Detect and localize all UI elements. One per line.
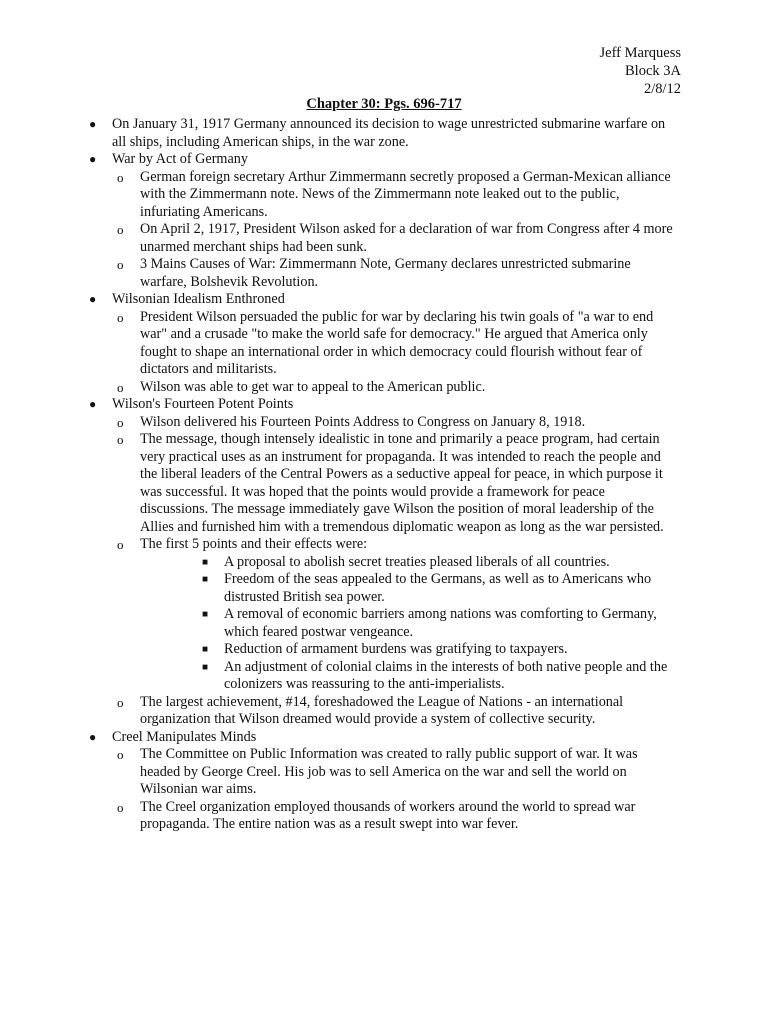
circle-bullet-icon: o (117, 309, 124, 325)
square-bullet-icon: ■ (202, 574, 209, 585)
sub-list (0, 309, 675, 397)
sub-item (111, 431, 674, 536)
sub-item-text: President Wilson persuaded the public for war by declaring his twin goals of "a war to end war" and a crusade "to make the world safe for democracy." He argued that America only fought to shape an international order in which democracy could flourish without fear of dictators and militarists. (140, 308, 654, 377)
bullet-icon: ● (89, 397, 97, 411)
sub-item-text: The message, though intensely idealistic in tone and primarily a peace program, had certain very practical uses as an instrument for propaganda. It was intended to reach the people and the liberal leaders of the Central Powers as a seductive appeal for peace, in which purpose it was successful. It was hoped that the points would provide a framework for peace discussions. The message immediately gave Wilson the position of moral leadership of the Allies and furnished him with a tremendous diplomatic weapon as long as the war persisted. (140, 431, 664, 535)
detail-item (198, 659, 673, 694)
circle-bullet-icon: o (117, 379, 124, 395)
sub-item (111, 536, 674, 694)
detail-item-text: Freedom of the seas appealed to the Germans, as well as to Americans who distrusted British sea power. (224, 571, 652, 605)
chapter-title: Chapter 30: Pgs. 696-717 (306, 96, 462, 112)
page-title (0, 96, 768, 114)
outline-section (0, 116, 675, 151)
notes-outline (0, 116, 768, 834)
square-bullet-icon: ■ (202, 661, 209, 673)
circle-bullet-icon: o (117, 694, 124, 710)
section-heading: Wilson's Fourteen Potent Points (112, 396, 294, 412)
detail-list (198, 554, 674, 694)
document-date: 2/8/12 (643, 81, 681, 97)
bullet-icon: ● (89, 152, 97, 166)
sub-item-text: The first 5 points and their effects were: (140, 536, 368, 552)
sub-list (0, 169, 675, 292)
outline-section (0, 396, 675, 729)
sub-item-text: German foreign secretary Arthur Zimmermann secretly proposed a German-Mexican alliance with the Zimmermann note. News of the Zimmermann note leaked out to the public, infuriating Americans. (140, 168, 671, 220)
section-heading: Wilsonian Idealism Enthroned (112, 291, 285, 307)
sub-item-text: Wilson was able to get war to appeal to the American public. (140, 378, 486, 395)
square-bullet-icon: ■ (202, 609, 209, 620)
class-block: Block 3A (625, 63, 681, 79)
sub-item (111, 799, 674, 834)
sub-item (111, 221, 674, 256)
detail-item (198, 641, 673, 659)
circle-bullet-icon: o (117, 747, 124, 762)
detail-item (198, 554, 673, 572)
detail-item (198, 571, 673, 606)
sub-item-text: The largest achievement, #14, foreshadowed the League of Nations - an international organization that Wilson dreamed would provide a system of collective security. (140, 693, 624, 727)
sub-item (111, 379, 674, 397)
outline-list (0, 116, 768, 834)
detail-item-text: An adjustment of colonial claims in the interests of both native people and the colonizers was reassuring to the anti-imperialists. (224, 658, 668, 692)
detail-item (198, 606, 673, 641)
square-bullet-icon: ■ (202, 644, 209, 655)
sub-item-text: On April 2, 1917, President Wilson asked for a declaration of war from Congress after 4 more unarmed merchant ships had been sunk. (140, 221, 673, 255)
sub-item (111, 256, 674, 291)
header-block (600, 44, 681, 98)
sub-item-text: Wilson delivered his Fourteen Points Address to Congress on January 8, 1918. (140, 413, 586, 430)
detail-item-text: A proposal to abolish secret treaties pleased liberals of all countries. (224, 553, 610, 570)
outline-section (0, 729, 675, 834)
sub-item (111, 746, 674, 799)
outline-section (0, 151, 675, 291)
circle-bullet-icon: o (117, 537, 124, 552)
circle-bullet-icon: o (117, 799, 124, 815)
section-heading: Creel Manipulates Minds (112, 728, 257, 745)
sub-item (111, 694, 674, 729)
circle-bullet-icon: o (117, 257, 124, 272)
section-heading: War by Act of Germany (112, 151, 248, 167)
circle-bullet-icon: o (117, 222, 124, 237)
sub-item-text: The Committee on Public Information was created to rally public support of war. It was headed by George Creel. His job was to sell America on the war and sell the world on Wilsonian war aims. (140, 746, 638, 797)
sub-item (111, 414, 674, 432)
detail-item-text: Reduction of armament burdens was gratifying to taxpayers. (224, 641, 568, 657)
sub-item (111, 309, 674, 379)
circle-bullet-icon: o (117, 414, 124, 430)
author-name: Jeff Marquess (599, 45, 681, 61)
section-heading: On January 31, 1917 Germany announced its decision to wage unrestricted submarine warfare on all ships, including American ships, in the war zone. (112, 116, 666, 150)
outline-section (0, 291, 675, 396)
circle-bullet-icon: o (117, 169, 124, 185)
square-bullet-icon: ■ (202, 556, 209, 568)
sub-list (0, 746, 675, 834)
bullet-icon: ● (89, 117, 97, 131)
detail-item-text: A removal of economic barriers among nations was comforting to Germany, which feared postwar vengeance. (224, 606, 657, 640)
circle-bullet-icon: o (117, 432, 124, 447)
sub-item-text: The Creel organization employed thousands of workers around the world to spread war propaganda. The entire nation was as a result swept into war fever. (140, 798, 636, 832)
bullet-icon: ● (89, 292, 97, 306)
bullet-icon: ● (89, 729, 97, 744)
sub-item-text: 3 Mains Causes of War: Zimmermann Note, Germany declares unrestricted submarine warfare, Bolshevik Revolution. (140, 256, 631, 290)
sub-item (111, 169, 674, 222)
sub-list (0, 414, 675, 729)
